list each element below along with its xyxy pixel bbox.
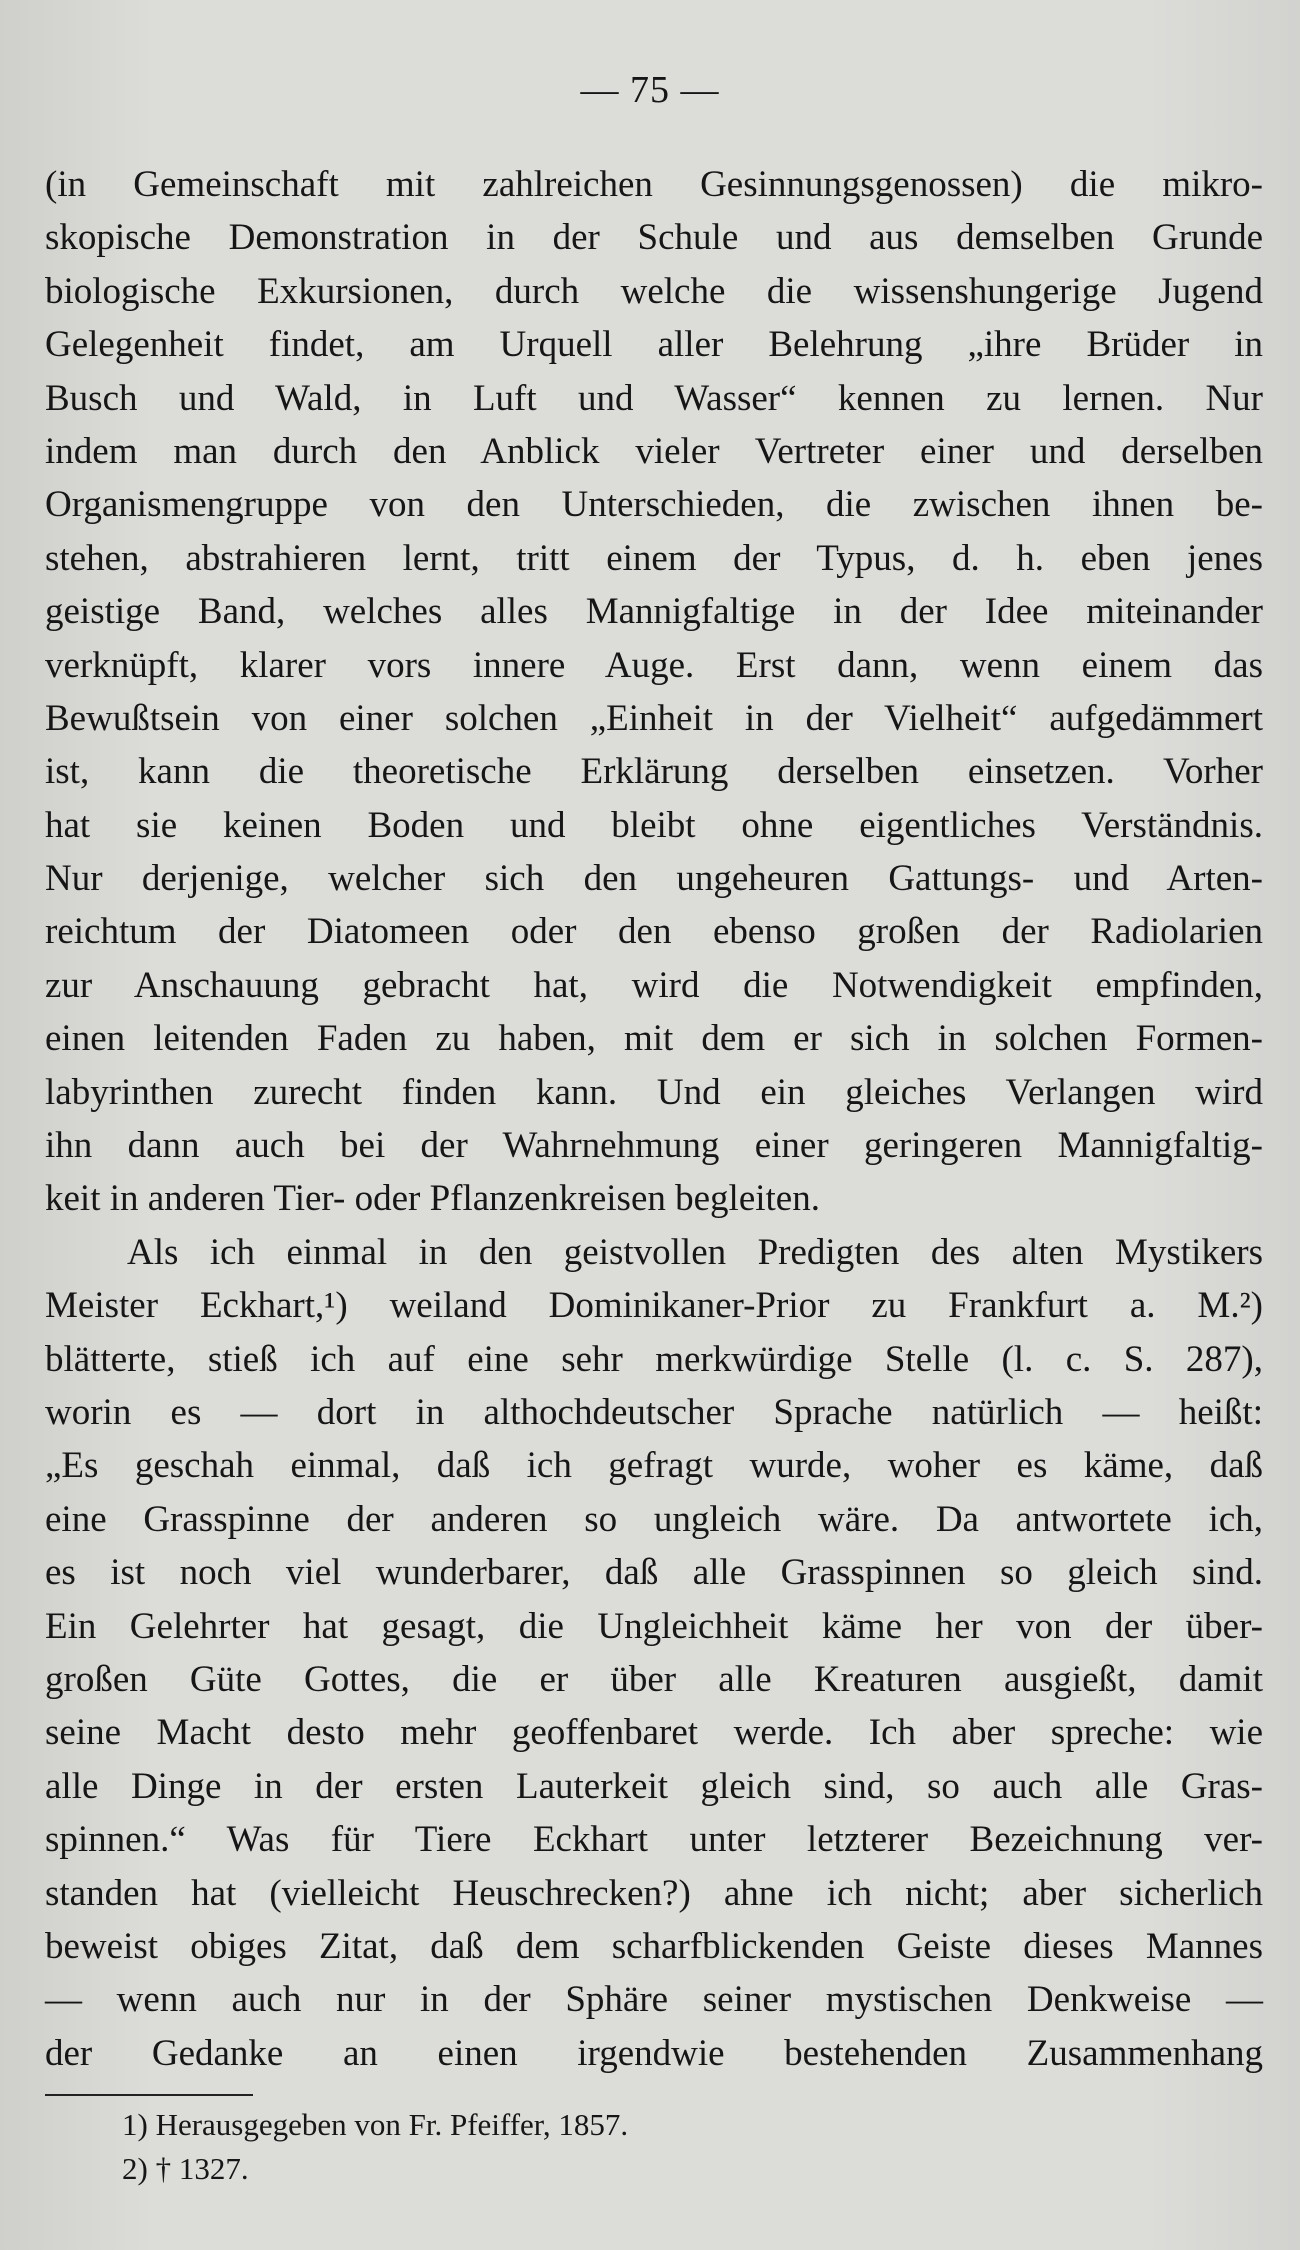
text-line: — wenn auch nur in der Sphäre seiner mystischen Denkweise — <box>45 1979 1263 2021</box>
text-line: worin es — dort in althochdeutscher Sprache natürlich — heißt: <box>45 1391 1263 1433</box>
text-line: biologische Exkursionen, durch welche die wissenshungerige Jugend <box>45 270 1263 312</box>
text-line: alle Dinge in der ersten Lauterkeit gleich sind, so auch alle Gras- <box>45 1765 1263 1807</box>
text-line: seine Macht desto mehr geoffenbaret werde. Ich aber spreche: wie <box>45 1712 1263 1754</box>
page-number: — 75 — <box>580 69 720 111</box>
text-line: stehen, abstrahieren lernt, tritt einem der Typus, d. h. eben jenes <box>45 537 1263 579</box>
text-line: ist, kann die theoretische Erklärung derselben einsetzen. Vorher <box>45 751 1263 793</box>
text-line: es ist noch viel wunderbarer, daß alle Grasspinnen so gleich sind. <box>45 1552 1263 1594</box>
footnote: 2) † 1327. <box>122 2151 249 2186</box>
text-line: indem man durch den Anblick vieler Vertreter einer und derselben <box>45 430 1263 472</box>
text-line: beweist obiges Zitat, daß dem scharfblickenden Geiste dieses Mannes <box>45 1925 1263 1967</box>
body-text <box>45 158 1263 2080</box>
text-line: reichtum der Diatomeen oder den ebenso großen der Radiolarien <box>45 911 1263 953</box>
text-line: Ein Gelehrter hat gesagt, die Ungleichheit käme her von der über- <box>45 1605 1263 1647</box>
text-line: blätterte, stieß ich auf eine sehr merkwürdige Stelle (l. c. S. 287), <box>45 1338 1263 1380</box>
text-line: großen Güte Gottes, die er über alle Kreaturen ausgießt, damit <box>45 1658 1263 1700</box>
text-line: eine Grasspinne der anderen so ungleich wäre. Da antwortete ich, <box>45 1498 1263 1540</box>
footnotes <box>122 2103 628 2191</box>
footnote: 1) Herausgegeben von Fr. Pfeiffer, 1857. <box>122 2107 629 2142</box>
text-line: spinnen.“ Was für Tiere Eckhart unter letzterer Bezeichnung ver- <box>45 1819 1263 1861</box>
text-line: keit in anderen Tier- oder Pflanzenkreisen begleiten. <box>45 1178 820 1220</box>
text-line: labyrinthen zurecht finden kann. Und ein gleiches Verlangen wird <box>45 1071 1263 1113</box>
text-line: einen leitenden Faden zu haben, mit dem er sich in solchen Formen- <box>45 1018 1263 1060</box>
text-line: Als ich einmal in den geistvollen Predigten des alten Mystikers <box>127 1231 1263 1273</box>
text-line: zur Anschauung gebracht hat, wird die Notwendigkeit empfinden, <box>45 964 1263 1006</box>
text-line: der Gedanke an einen irgendwie bestehenden Zusammenhang <box>45 2032 1263 2074</box>
text-line: Gelegenheit findet, am Urquell aller Belehrung „ihre Brüder in <box>45 324 1263 366</box>
text-line: skopische Demonstration in der Schule und aus demselben Grunde <box>45 217 1263 259</box>
text-line: hat sie keinen Boden und bleibt ohne eigentliches Verständnis. <box>45 804 1263 846</box>
text-line: Organismengruppe von den Unterschieden, die zwischen ihnen be- <box>45 484 1263 526</box>
text-line: „Es geschah einmal, daß ich gefragt wurde, woher es käme, daß <box>45 1445 1263 1487</box>
text-line: verknüpft, klarer vors innere Auge. Erst dann, wenn einem das <box>45 644 1263 686</box>
text-line: standen hat (vielleicht Heuschrecken?) ahne ich nicht; aber sicherlich <box>45 1872 1263 1914</box>
text-line: Bewußtsein von einer solchen „Einheit in der Vielheit“ aufgedämmert <box>45 697 1263 739</box>
text-line: Busch und Wald, in Luft und Wasser“ kennen zu lernen. Nur <box>45 377 1263 419</box>
text-line: Nur derjenige, welcher sich den ungeheuren Gattungs- und Arten- <box>45 858 1263 900</box>
text-line: (in Gemeinschaft mit zahlreichen Gesinnungsgenossen) die mikro- <box>45 164 1263 205</box>
text-line: ihn dann auch bei der Wahrnehmung einer geringeren Mannigfaltig- <box>45 1125 1263 1167</box>
footnote-divider <box>45 2094 253 2096</box>
text-line: Meister Eckhart,¹) weiland Dominikaner-Prior zu Frankfurt a. M.²) <box>45 1285 1263 1327</box>
text-line: geistige Band, welches alles Mannigfaltige in der Idee miteinander <box>45 591 1263 633</box>
